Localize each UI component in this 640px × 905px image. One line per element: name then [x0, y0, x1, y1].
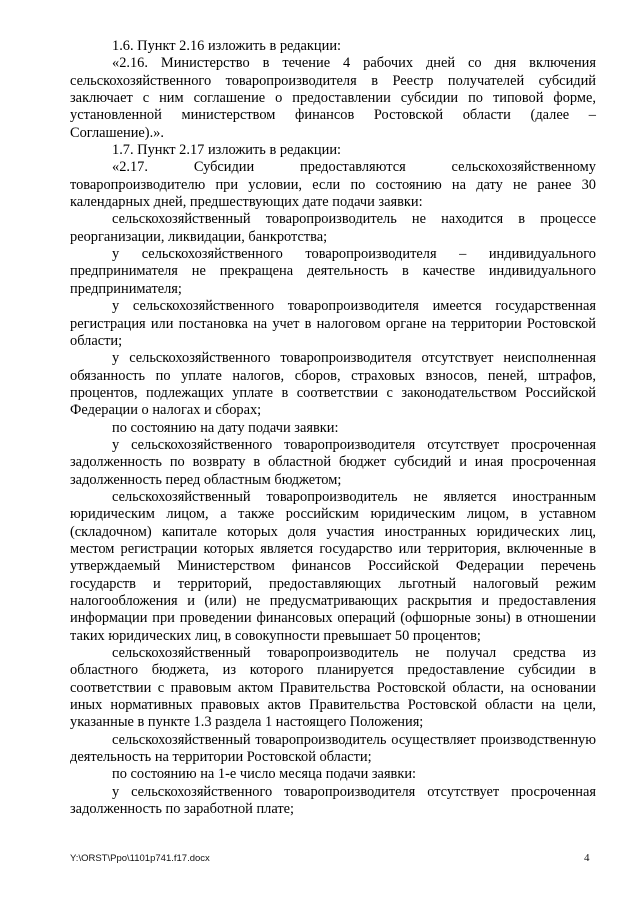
document-body	[70, 38, 596, 818]
footer-file-path: Y:\ORST\Ppo\1101p741.f17.docx	[70, 853, 210, 864]
condition-no-other-funds: сельскохозяйственный товаропроизводитель не получал средства из областного бюджета, из которого планируется предоставление субсидии в соответствии с правовым актом Правительства Ростовской области, на основании иных нормативных правовых актов Правительства Ростовской области на цели, указанные в пункте 1.3 раздела 1 настоящего Положения;	[70, 645, 596, 731]
footer-page-number: 4	[584, 852, 590, 864]
paragraph-1-6-heading: 1.6. Пункт 2.16 изложить в редакции:	[112, 38, 342, 54]
paragraph-2-17-intro: «2.17. Субсидии предоставляются сельскохозяйственному товаропроизводителю при условии, если по состоянию на дату не ранее 30 календарных дней, предшествующих дате подачи заявки:	[70, 159, 596, 211]
condition-production-activity: сельскохозяйственный товаропроизводитель осуществляет производственную деятельность на территории Ростовской области;	[70, 731, 596, 766]
condition-entrepreneur-activity: у сельскохозяйственного товаропроизводителя – индивидуального предпринимателя не прекращена деятельность в качестве индивидуального предпринимателя;	[70, 246, 596, 297]
condition-application-date-heading: по состоянию на дату подачи заявки:	[112, 419, 339, 436]
condition-tax-debt: у сельскохозяйственного товаропроизводителя отсутствует неисполненная обязанность по уплате налогов, сборов, страховых взносов, пеней, штрафов, процентов, подлежащих уплате в соответствии с законодательством Российской Федерации о налогах и сборах;	[70, 350, 596, 419]
condition-foreign-entity: сельскохозяйственный товаропроизводитель не является иностранным юридическим лицом, а также российским юридическим лицом, в уставном (складочном) капитале которых доля участия иностранных юридических лиц, местом регистрации которых является государство или территория, включенные в утверждаемый Министерством финансов Российской Федерации перечень государств и территорий, предоставляющих льготный налоговый режим налогообложения и (или) не предусматривающих раскрытия и предоставления информации при проведении финансовых операций (офшорные зоны) в отношении таких юридических лиц, в совокупности превышает 50 процентов;	[70, 488, 596, 644]
condition-budget-debt: у сельскохозяйственного товаропроизводителя отсутствует просроченная задолженность по возврату в областной бюджет субсидий и иная просроченная задолженность перед областным бюджетом;	[70, 436, 596, 488]
paragraph-2-16-text: «2.16. Министерство в течение 4 рабочих дней со дня включения сельскохозяйственного товаропроизводителя в Реестр получателей субсидий заключает с ним соглашение о предоставлении субсидии по типовой форме, установленной министерством финансов Ростовской области (далее – Соглашение).».	[70, 55, 596, 141]
condition-salary-debt: у сельскохозяйственного товаропроизводителя отсутствует просроченная задолженность по заработной плате;	[70, 783, 596, 818]
condition-tax-registration: у сельскохозяйственного товаропроизводителя имеется государственная регистрация или постановка на учет в налоговом органе на территории Ростовской области;	[70, 298, 596, 349]
condition-first-day-heading: по состоянию на 1-е число месяца подачи заявки:	[112, 766, 417, 783]
paragraph-1-7-heading: 1.7. Пункт 2.17 изложить в редакции:	[112, 142, 342, 159]
condition-reorganization: сельскохозяйственный товаропроизводитель не находится в процессе реорганизации, ликвидации, банкротства;	[70, 211, 596, 245]
